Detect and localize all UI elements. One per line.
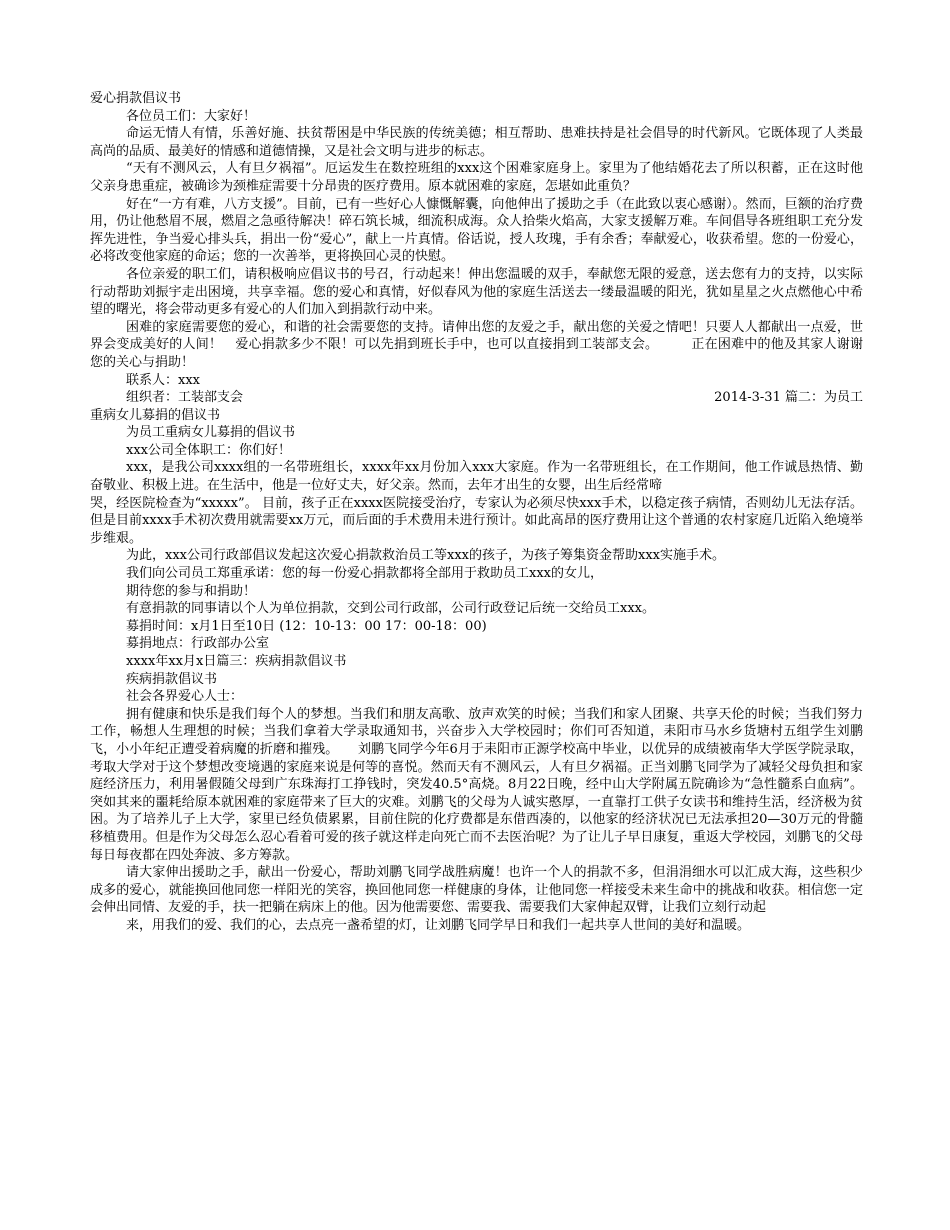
donation-time: 募捐时间：x月1日至10日 (12：10-13：00 17：00-18：00) bbox=[126, 618, 487, 634]
date: 2014-3-31 bbox=[714, 390, 781, 406]
document-body bbox=[90, 90, 863, 935]
paragraph: 为此，xxx公司行政部倡议发起这次爱心捐款救治员工等xxx的孩子，为孩子筹集资金帮助xxx实施手术。 bbox=[126, 548, 725, 564]
paragraph: 好在“一方有难，八方支援”。目前，已有一些好心人慷慨解囊，向他伸出了援助之手（在此致以衷心感谢）。然而，巨额的治疗费用，仍让他愁眉不展，燃眉之急亟待解决！碎石筑长城，细流积成海。众人拾柴火焰高，大家支援解万难。车间倡导各班组职工充分发挥先进性，争当爱心排头兵，捐出一份“爱心”，献上一片真情。俗话说，授人玫瑰，手有余香；奉献爱心，收获希望。您的一份爱心，必将改变他家庭的命运；您的一次善举，更将换回心灵的快慰。 bbox=[90, 196, 863, 265]
paragraph: 命运无情人有情，乐善好施、扶贫帮困是中华民族的传统美德；相互帮助、患难扶持是社会倡导的时代新风。它既体现了人类最高尚的品质、最美好的情感和道德情操，又是社会文明与进步的标志。 bbox=[90, 126, 863, 159]
greeting: 社会各界爱心人士： bbox=[126, 689, 244, 705]
paragraph: 有意捐款的同事请以个人为单位捐款，交到公司行政部，公司行政登记后统一交给员工xxx。 bbox=[126, 601, 655, 617]
organizer: 组织者：工装部支会 bbox=[126, 390, 244, 406]
paragraph: 哭，经医院检查为“xxxxx”。 目前，孩子正在xxxx医院接受治疗，专家认为必须尽快xxx手术，以稳定孩子病情，否则幼儿无法存活。但是目前xxxx手术初次费用就需要xx万元，而后面的手术费用未进行预计。如此高昂的医疗费用让这个普通的农村家庭几近陷入绝境举步维艰。 bbox=[90, 495, 863, 546]
paragraph: “天有不测风云，人有旦夕祸福”。厄运发生在数控班组的xxx这个困难家庭身上。家里为了他结婚花去了所以积蓄，正在这时他父亲身患重症，被确诊为颈椎症需要十分昂贵的医疗费用。原本就困难的家庭，怎堪如此重负？ bbox=[90, 161, 863, 194]
paragraph: 困难的家庭需要您的爱心，和谐的社会需要您的支持。请伸出您的友爱之手，献出您的关爱之情吧！只要人人都献出一点爱，世界会变成美好的人间！ 爱心捐款多少不限！可以先捐到班长手中，也可以直接捐到工装部支会。 正在困难中的他及其家人谢谢您的关心与捐助！ bbox=[90, 319, 863, 370]
date-and-section-heading bbox=[678, 389, 863, 407]
paragraph: 期待您的参与和捐助！ bbox=[126, 583, 257, 599]
document-title: 爱心捐款倡议书 bbox=[90, 91, 182, 106]
section-two-title-continuation: 重病女儿募捐的倡议书 bbox=[90, 407, 221, 423]
section-three-heading: xxxx年xx月x日篇三：疾病捐款倡议书 bbox=[126, 654, 347, 669]
section-two-title: 为员工重病女儿募捐的倡议书 bbox=[126, 425, 296, 441]
section-two-prefix: 篇二：为员工 bbox=[784, 390, 863, 406]
paragraph: 拥有健康和快乐是我们每个人的梦想。当我们和朋友高歌、放声欢笑的时候；当我们和家人团聚、共享天伦的时候；当我们努力工作，畅想人生理想的时候；当我们拿着大学录取通知书，兴奋步入大学校园时；你们可否知道，耒阳市马水乡货塘村五组学生刘鹏飞，小小年纪正遭受着病魔的折磨和摧残。 刘鹏飞同学今年6月于耒阳市正源学校高中毕业，以优异的成绩被南华大学医学院录取，考取大学对于这个梦想改变境遇的家庭来说是何等的喜悦。然而天有不测风云，人有旦夕祸福。正当刘鹏飞同学为了减轻父母负担和家庭经济压力，利用暑假随父母到广东珠海打工挣钱时，突发40.5°高烧。8月22日晚，经中山大学附属五院确诊为“急性髓系白血病”。突如其来的噩耗给原本就困难的家庭带来了巨大的灾难。刘鹏飞的父母为人诚实憨厚，一直靠打工供子女读书和维持生活，经济极为贫困。为了培养儿子上大学，家里已经负债累累，目前住院的化疗费都是东借西凑的，以他家的经济状况已无法承担20—30万元的骨髓移植费用。但是作为父母怎么忍心看着可爱的孩子就这样走向死亡而不去医治呢？为了让儿子早日康复，重返大学校园，刘鹏飞的父母每日每夜都在四处奔波、多方筹款。 bbox=[90, 706, 863, 863]
paragraph: xxx，是我公司xxxx组的一名带班组长，xxxx年xx月份加入xxx大家庭。作为一名带班组长，在工作期间，他工作诚恳热情、勤奋敬业、积极上进。在生活中，他是一位好丈夫，好父亲。然而，去年才出生的女婴，出生后经常啼 bbox=[90, 460, 863, 494]
section-three-title: 疾病捐款倡议书 bbox=[126, 671, 218, 687]
greeting: xxx公司全体职工：你们好！ bbox=[126, 442, 291, 458]
paragraph: 我们向公司员工郑重承诺：您的每一份爱心捐款都将全部用于救助员工xxx的女儿， bbox=[126, 566, 603, 582]
contact-line: 联系人：xxx bbox=[126, 372, 200, 388]
paragraph: 请大家伸出援助之手，献出一份爱心，帮助刘鹏飞同学战胜病魔！也许一个人的捐款不多，但涓涓细水可以汇成大海，这些积少成多的爱心，就能换回他同您一样阳光的笑容，换回他同您一样健康的身体，让他同您一样接受未来生命中的挑战和收获。相信您一定会伸出同情、友爱的手，扶一把躺在病床上的他。因为他需要您、需要我、需要我们大家伸起双臂，让我们立刻行动起 bbox=[90, 865, 863, 916]
paragraph: 各位亲爱的职工们，请积极响应倡议书的号召，行动起来！伸出您温暖的双手，奉献您无限的爱意，送去您有力的支持，以实际行动帮助刘振宇走出困境，共享幸福。您的爱心和真情，好似春风为他的家庭生活送去一缕最温暖的阳光，犹如星星之火点燃他心中希望的曙光，将会带动更多有爱心的人们加入到捐款行动中来。 bbox=[90, 266, 863, 318]
organizer-line bbox=[90, 389, 863, 407]
donation-location: 募捐地点：行政部办公室 bbox=[126, 636, 270, 652]
greeting: 各位员工们：大家好！ bbox=[126, 108, 257, 124]
paragraph: 来，用我们的爱、我们的心，去点亮一盏希望的灯，让刘鹏飞同学早日和我们一起共享人世间的美好和温暖。 bbox=[126, 917, 751, 933]
